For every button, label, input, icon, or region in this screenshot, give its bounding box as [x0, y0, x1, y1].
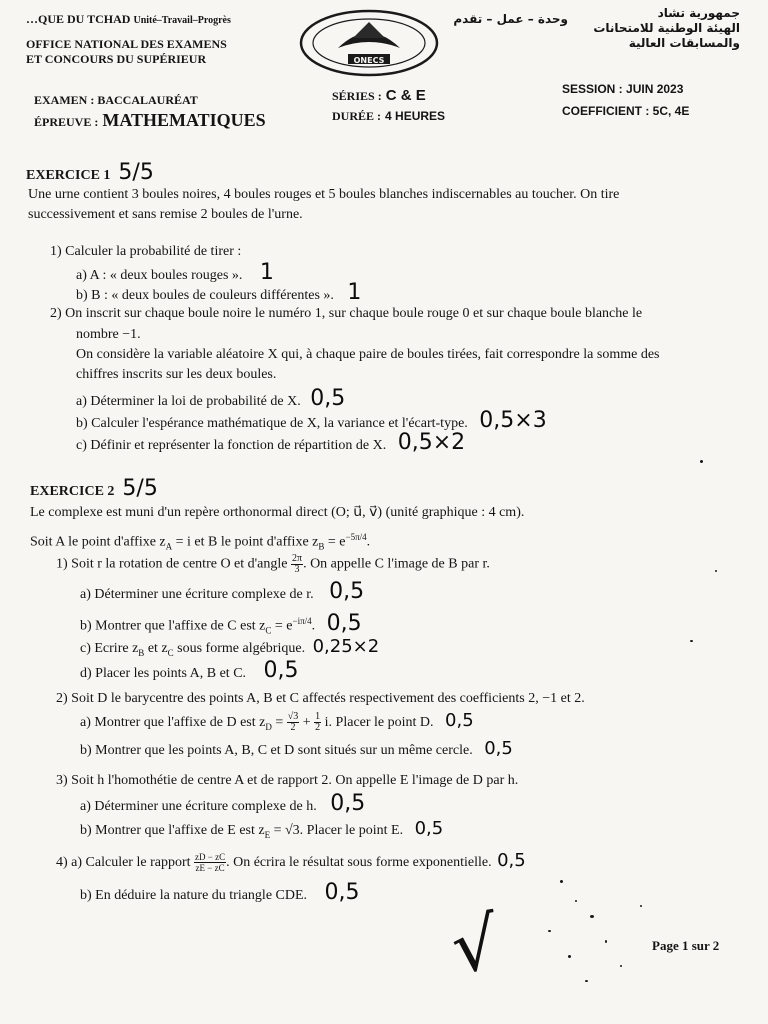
frac1-num: √3 [287, 711, 299, 723]
ex2-q4b [80, 880, 360, 905]
ex2-q1d-mark: 0,5 [263, 658, 299, 683]
ex2-q1d-text: d) Placer les points A, B et C. [80, 666, 247, 681]
sub-c2: C [167, 647, 174, 658]
ex2-q3b-b: = √3. Placer le point E. [270, 823, 404, 838]
ex2-q1 [56, 554, 490, 575]
session: SESSION : JUIN 2023 [562, 82, 684, 96]
ex2-q2a-b: = [271, 715, 284, 730]
sub-b: B [318, 541, 325, 552]
ex2-q4a-b: . On écrira le résultat sous forme exponentielle. [226, 855, 492, 870]
ex1-intro-line1: Une urne contient 3 boules noires, 4 boules rouges et 5 boules blanches indiscernables au toucher. On tire [28, 187, 620, 202]
sub-b2: B [138, 647, 145, 658]
ex2-q4a [56, 852, 526, 873]
ex1-q2a-mark: 0,5 [310, 386, 346, 411]
epreuve-value: MATHEMATIQUES [102, 110, 266, 130]
ex2-q3a-text: a) Déterminer une écriture complexe de h. [80, 799, 317, 814]
exercise1-title: EXERCICE 1 [26, 168, 111, 183]
ex2-q2a [80, 712, 474, 736]
ex2-q3b-mark: 0,5 [414, 818, 444, 839]
ex2-q3b [80, 820, 443, 844]
sub-d: D [265, 721, 272, 732]
ex2-q2a-mark: 0,5 [445, 710, 474, 731]
angle-fraction [291, 554, 303, 575]
ex2-q1b-exp: −iπ/4 [292, 616, 312, 626]
exercise2-score: 5/5 [122, 476, 158, 501]
ex1-q1a [76, 260, 274, 285]
epreuve-line [34, 110, 266, 131]
ex1-q2b-mark: 0,5×3 [479, 408, 547, 433]
header-right [580, 6, 740, 51]
ex2-q1a-text: a) Déterminer une écriture complexe de r. [80, 587, 314, 602]
series-line [332, 87, 426, 105]
ex2-q2a-a: a) Montrer que l'affixe de D est z [80, 715, 266, 730]
series-label: SÉRIES : [332, 89, 382, 103]
seal-text: ONECS [353, 56, 385, 65]
ex2-q1-a: 1) Soit r la rotation de centre O et d'angle [56, 556, 288, 572]
ex2-q2a-c: + [299, 715, 311, 730]
republic-ar: جمهورية تشاد [657, 6, 740, 20]
ex2-q4b-mark: 0,5 [324, 880, 360, 905]
ex1-q1b-mark: 1 [347, 280, 362, 305]
ex2-intro-line2: Soit A le point d'affixe $z_A = i$ et B le point d'affixe $z_B = e^{-5\pi/4}$. [30, 532, 371, 552]
ex2-q1d [80, 658, 299, 683]
ex1-q1b-text: b) B : « deux boules de couleurs différentes ». [76, 288, 334, 303]
ex1-q2a [76, 386, 346, 411]
exercise2-heading [30, 476, 158, 501]
ex2-q1b: b) Montrer que l'affixe de C est $z_C = e^{-i\pi/4}$. 0,5 [80, 610, 362, 636]
ex2-q1-b: . On appelle C l'image de B par r. [303, 556, 490, 572]
ex2-intro-2c: = e [324, 534, 346, 550]
frac2-num: 1 [315, 711, 321, 723]
ex1-q1a-mark: 1 [259, 260, 274, 285]
header-motto-ar: وحدة – عمل – تقدم [453, 12, 568, 26]
ex2-q1c-a: c) Ecrire z [80, 641, 139, 656]
ex1-q2-line4: chiffres inscrits sur les deux boules. [76, 367, 277, 382]
exercise2-title: EXERCICE 2 [30, 484, 115, 499]
ex2-q1c-b: et z [144, 641, 168, 656]
ex2-q4a-a: 4) a) Calculer le rapport [56, 855, 191, 870]
ex2-intro-2a: Soit A le point d'affixe z [30, 534, 166, 550]
sub-a: A [165, 541, 173, 552]
ex1-q1b [76, 280, 362, 305]
ex2-q1c-c: sous forme algébrique. [173, 641, 306, 656]
ex2-intro-exp: −5π/4 [345, 532, 367, 542]
ex2-q1a [80, 579, 365, 604]
office-ar-line2: والمسابقات العالية [628, 36, 740, 50]
ex2-q1a-mark: 0,5 [329, 579, 365, 604]
ex1-q1: 1) Calculer la probabilité de tirer : [50, 244, 242, 259]
seal-logo [298, 8, 440, 78]
exercise1-heading [26, 160, 154, 185]
duree-label: DURÉE : [332, 109, 382, 123]
page-number: Page 1 sur 2 [652, 938, 720, 953]
duree-value: 4 HEURES [385, 109, 446, 123]
duree-line [332, 107, 445, 125]
motto: Unité–Travail–Progrès [133, 15, 231, 26]
frac1-den: 2 [290, 722, 296, 734]
office-line1: OFFICE NATIONAL DES EXAMENS [26, 37, 227, 51]
frac-sqrt3-2 [287, 712, 300, 733]
coefficient: COEFFICIENT : 5C, 4E [562, 104, 690, 118]
republic-name: …QUE DU TCHAD [26, 12, 131, 26]
ex2-intro-line1: Le complexe est muni d'un repère orthonormal direct (O; u⃗, v⃗) (unité graphique : 4 cm). [30, 505, 525, 520]
ratio-den: zE − zC [195, 863, 225, 874]
ex2-q3: 3) Soit h l'homothétie de centre A et de rapport 2. On appelle E l'image de D par h. [56, 773, 519, 788]
ratio-num: zD − zC [195, 852, 226, 863]
ex1-q2-line1: 2) On inscrit sur chaque boule noire le numéro 1, sur chaque boule rouge 0 et sur chaque boule blanche le [50, 306, 643, 321]
exercise1-score: 5/5 [118, 160, 154, 185]
ex1-q2a-text: a) Déterminer la loi de probabilité de X. [76, 394, 301, 409]
epreuve-label: ÉPREUVE : [34, 115, 99, 129]
frac2-den: 2 [315, 722, 321, 734]
ex2-q1b-mark: 0,5 [326, 610, 362, 636]
ratio-fraction [194, 852, 226, 873]
ex2-intro-2b: = i et B le point d'affixe z [172, 534, 319, 550]
ex2-q2b-mark: 0,5 [484, 738, 513, 759]
ex2-q4b-text: b) En déduire la nature du triangle CDE. [80, 888, 308, 903]
ex2-q1b-b: = e [271, 618, 293, 634]
ex2-q1b-a: b) Montrer que l'affixe de C est z [80, 618, 266, 634]
ex2-q1c-mark: 0,25×2 [312, 636, 380, 657]
ex1-intro-line2: successivement et sans remise 2 boules de l'urne. [28, 207, 303, 222]
ex2-q2b [80, 740, 513, 760]
ex1-q1a-text: a) A : « deux boules rouges ». [76, 268, 243, 283]
angle-den: 3 [294, 564, 300, 575]
ex1-q2-line3: On considère la variable aléatoire X qui, à chaque paire de boules tirées, fait correspondre la somme des [76, 347, 660, 362]
ex1-q2-line2: nombre −1. [76, 327, 141, 342]
ex1-q2c-text: c) Définir et représenter la fonction de répartition de X. [76, 438, 387, 453]
sub-c: C [265, 625, 272, 636]
ex1-q2c [76, 430, 466, 455]
header-left [26, 12, 231, 67]
ex2-q2a-d: i. Placer le point D. [321, 715, 434, 730]
ex2-q2b-text: b) Montrer que les points A, B, C et D sont situés sur un même cercle. [80, 743, 473, 758]
ex1-q2c-mark: 0,5×2 [397, 430, 466, 455]
ex2-q2: 2) Soit D le barycentre des points A, B et C affectés respectivement des coefficients 2, −1 et 2. [56, 691, 585, 706]
angle-num: 2π [292, 553, 303, 564]
ex2-q4a-mark: 0,5 [497, 850, 526, 871]
office-ar-line1: الهيئة الوطنية للامتحانات [593, 21, 740, 35]
ex1-q2b-text: b) Calculer l'espérance mathématique de X, la variance et l'écart-type. [76, 416, 468, 431]
office-line2: ET CONCOURS DU SUPÉRIEUR [26, 52, 207, 66]
examen-label: EXAMEN : BACCALAURÉAT [34, 93, 198, 107]
ex2-q3a [80, 791, 366, 816]
ex1-q2b [76, 408, 547, 433]
ex2-q3b-a: b) Montrer que l'affixe de E est z [80, 823, 265, 838]
series-value: C & E [385, 87, 426, 104]
ex2-q1c [80, 638, 379, 662]
ex2-q3a-mark: 0,5 [330, 791, 366, 816]
check-mark: √ [446, 900, 504, 990]
sub-e: E [264, 829, 271, 840]
